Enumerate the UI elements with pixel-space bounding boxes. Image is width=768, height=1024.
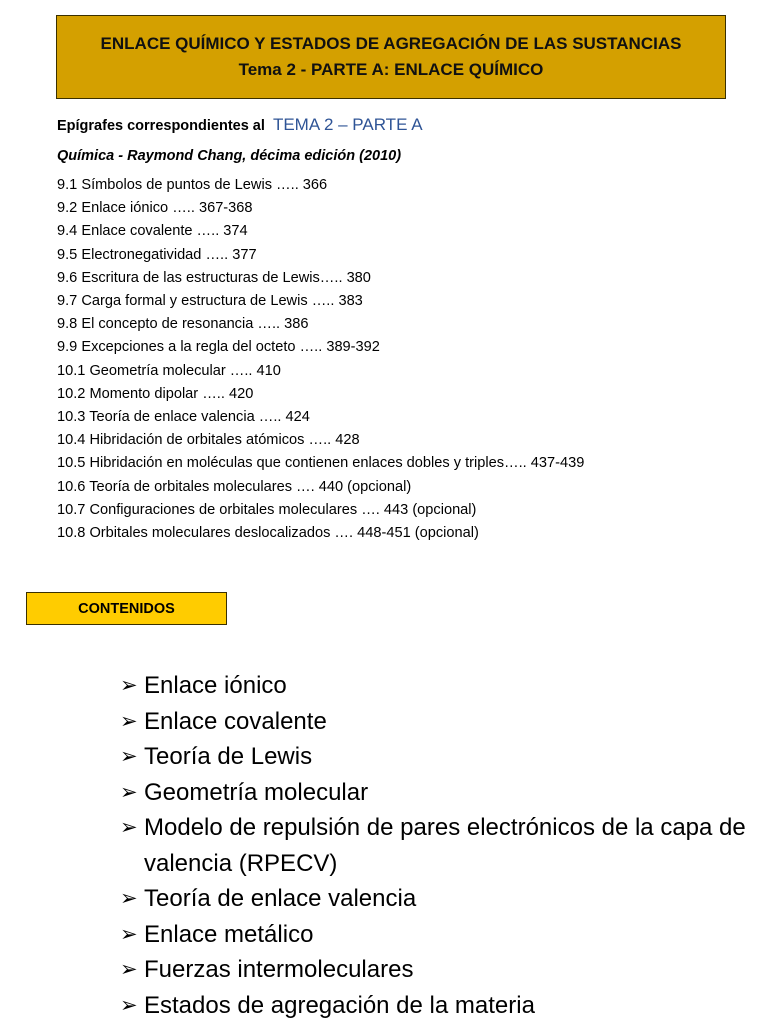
contenidos-item-text: Modelo de repulsión de pares electrónicos de la capa de valencia (RPECV) (144, 814, 746, 877)
arrow-bullet-icon: ➢ (120, 993, 138, 1017)
contenidos-item-text: Enlace metálico (144, 920, 314, 948)
arrow-bullet-icon: ➢ (120, 958, 138, 981)
toc-item: 9.4 Enlace covalente ….. 374 (57, 223, 248, 240)
contenidos-item-text: Teoría de enlace valencia (144, 885, 417, 912)
arrow-bullet-icon: ➢ (120, 816, 138, 839)
epigrafes-heading (57, 115, 423, 135)
toc-item: 10.4 Hibridación de orbitales atómicos ….. 428 (57, 432, 360, 449)
contenidos-list (120, 668, 750, 1023)
book-reference: Química - Raymond Chang, décima edición (2010) (57, 148, 402, 164)
toc-item: 10.5 Hibridación en moléculas que contienen enlaces dobles y triples….. 437-439 (57, 455, 585, 472)
contenidos-item (120, 810, 750, 881)
toc-item: 10.6 Teoría de orbitales moleculares …. 440 (opcional) (57, 478, 412, 495)
tema-label: TEMA 2 – PARTE A (272, 115, 423, 134)
contenidos-item (120, 952, 750, 988)
contenidos-label: CONTENIDOS (78, 600, 175, 617)
contenidos-item-text: Geometría molecular (144, 778, 369, 806)
contenidos-item-text: Estados de agregación de la materia (144, 991, 535, 1019)
contenidos-item (120, 988, 750, 1024)
contenidos-item-text: Fuerzas intermoleculares (144, 956, 414, 983)
toc-item: 10.2 Momento dipolar ….. 420 (57, 385, 254, 402)
contenidos-item-text: Teoría de Lewis (144, 743, 313, 770)
arrow-bullet-icon: ➢ (120, 922, 138, 946)
arrow-bullet-icon: ➢ (120, 674, 138, 697)
title-banner (56, 15, 726, 99)
toc-item: 9.8 El concepto de resonancia ….. 386 (57, 316, 309, 333)
contenidos-item-text: Enlace iónico (144, 672, 287, 699)
contenidos-item (120, 704, 750, 740)
epigrafes-label: Epígrafes correspondientes al (57, 118, 265, 134)
toc-item: 9.6 Escritura de las estructuras de Lewis….. 380 (57, 269, 371, 286)
toc-item: 9.2 Enlace iónico ….. 367-368 (57, 200, 253, 217)
contenidos-item (120, 881, 750, 917)
arrow-bullet-icon: ➢ (120, 745, 138, 768)
contenidos-item (120, 739, 750, 775)
arrow-bullet-icon: ➢ (120, 887, 138, 910)
contenidos-item (120, 668, 750, 704)
contenidos-item (120, 917, 750, 953)
toc-item: 10.7 Configuraciones de orbitales moleculares …. 443 (opcional) (57, 501, 477, 518)
toc-item: 10.1 Geometría molecular ….. 410 (57, 362, 281, 379)
toc-item: 10.3 Teoría de enlace valencia ….. 424 (57, 409, 310, 426)
toc-item: 9.7 Carga formal y estructura de Lewis ….. 383 (57, 293, 363, 310)
arrow-bullet-icon: ➢ (120, 709, 138, 733)
title-line-2: Tema 2 - PARTE A: ENLACE QUÍMICO (238, 60, 544, 79)
contenidos-item (120, 775, 750, 811)
toc-item: 10.8 Orbitales moleculares deslocalizados …. 448-451 (opcional) (57, 525, 479, 542)
contenidos-item-text: Enlace covalente (144, 707, 327, 735)
title-line-1: ENLACE QUÍMICO Y ESTADOS DE AGREGACIÓN DE LAS SUSTANCIAS (100, 34, 682, 53)
toc-item: 9.1 Símbolos de puntos de Lewis ….. 366 (57, 177, 328, 193)
toc-list (57, 174, 584, 545)
toc-item: 9.9 Excepciones a la regla del octeto ….. 389-392 (57, 339, 380, 356)
contenidos-label-box (26, 592, 227, 625)
arrow-bullet-icon: ➢ (120, 780, 138, 804)
toc-item: 9.5 Electronegatividad ….. 377 (57, 246, 257, 263)
